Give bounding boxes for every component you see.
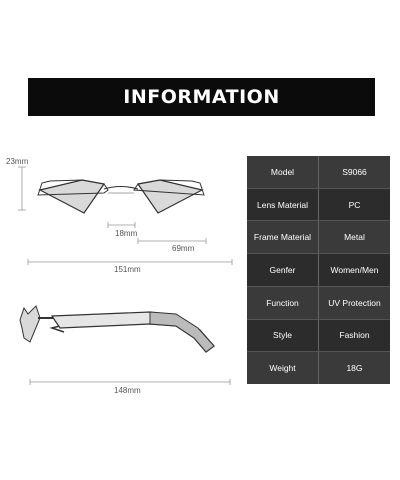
spec-value: UV Protection xyxy=(319,287,390,319)
spec-label: Model xyxy=(247,156,319,188)
spec-value: Metal xyxy=(319,221,390,253)
spec-label: Frame Material xyxy=(247,221,319,253)
spec-value: Fashion xyxy=(319,320,390,352)
information-banner: INFORMATION xyxy=(28,78,375,116)
spec-row-weight xyxy=(247,352,390,384)
spec-row-lens-material xyxy=(247,189,390,221)
spec-label: Lens Material xyxy=(247,189,319,221)
height-dim-label: 23mm xyxy=(6,157,29,166)
spec-value: 18G xyxy=(319,352,390,384)
lens-width-dim-label: 69mm xyxy=(172,244,195,253)
spec-row-genfer xyxy=(247,254,390,286)
spec-label: Function xyxy=(247,287,319,319)
spec-value: S9066 xyxy=(319,156,390,188)
spec-label: Weight xyxy=(247,352,319,384)
spec-row-function xyxy=(247,287,390,319)
spec-value: Women/Men xyxy=(319,254,390,286)
spec-row-style xyxy=(247,320,390,352)
glasses-side-view xyxy=(20,306,214,352)
spec-label: Genfer xyxy=(247,254,319,286)
spec-row-model xyxy=(247,156,390,188)
spec-value: PC xyxy=(319,189,390,221)
frame-width-dim-label: 151mm xyxy=(114,265,141,274)
glasses-front-view xyxy=(38,180,204,213)
temple-length-dim-label: 148mm xyxy=(114,386,141,395)
spec-row-frame-material xyxy=(247,221,390,253)
spec-table xyxy=(247,156,390,384)
spec-label: Style xyxy=(247,320,319,352)
bridge-dim-label: 18mm xyxy=(115,229,138,238)
